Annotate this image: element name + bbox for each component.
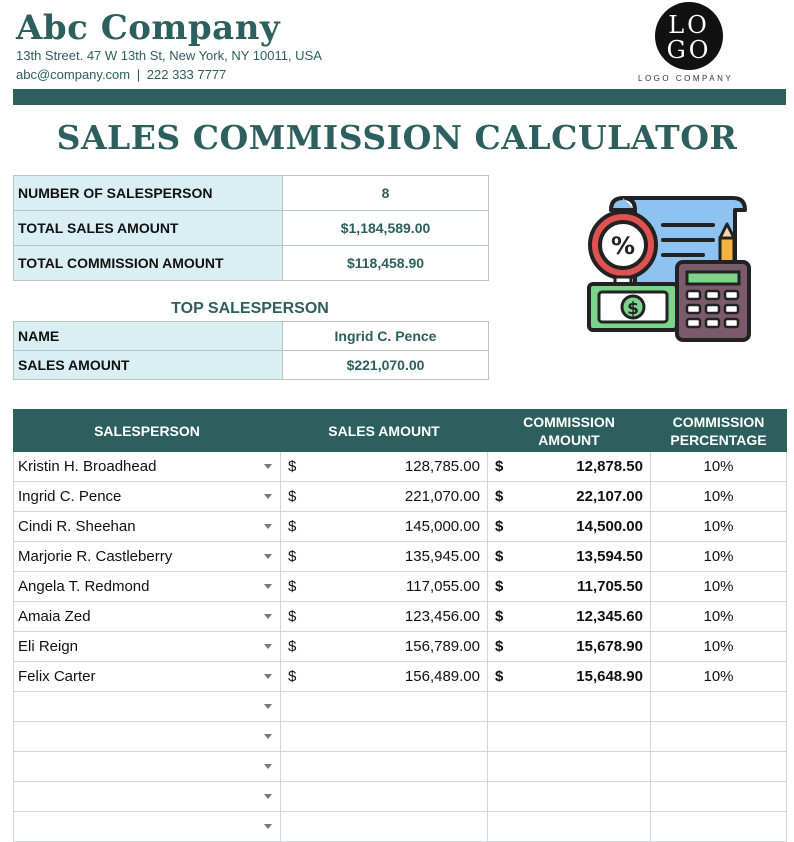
commission-percentage-cell[interactable] (651, 752, 787, 782)
salesperson-cell[interactable] (14, 632, 281, 662)
table-row (14, 452, 787, 482)
currency-symbol: $ (288, 578, 297, 595)
sales-amount-value: 156,489.00 (404, 668, 480, 685)
dropdown-arrow-icon[interactable] (264, 644, 272, 649)
currency-symbol: $ (495, 608, 504, 625)
percent-symbol: % (610, 232, 636, 260)
commission-amount-value: 15,678.90 (576, 638, 643, 655)
commission-amount-cell[interactable] (488, 452, 651, 482)
dropdown-arrow-icon[interactable] (264, 794, 272, 799)
currency-symbol: $ (288, 548, 297, 565)
currency-symbol: $ (495, 518, 504, 535)
sales-amount-cell[interactable] (281, 692, 488, 722)
salesperson-cell[interactable] (14, 542, 281, 572)
commission-amount-cell[interactable] (488, 632, 651, 662)
logo-text-line1: LO (668, 11, 710, 39)
salesperson-name: Cindi R. Sheehan (18, 518, 136, 535)
commission-amount-cell[interactable] (488, 542, 651, 572)
header-commission-amount-line2: AMOUNT (538, 431, 600, 448)
currency-symbol: $ (495, 578, 504, 595)
top-salesperson-table (13, 321, 489, 380)
commission-amount-value: 11,705.50 (577, 578, 643, 595)
table-header-row (14, 410, 787, 452)
sales-amount-cell[interactable] (281, 512, 488, 542)
company-email: abc@company.com (16, 67, 131, 82)
dropdown-arrow-icon[interactable] (264, 734, 272, 739)
logo-text-line2: GO (666, 36, 712, 64)
sales-amount-cell[interactable] (281, 572, 488, 602)
summary-label: TOTAL SALES AMOUNT (14, 211, 283, 246)
commission-percentage-cell[interactable]: 10% (651, 632, 787, 662)
sales-amount-cell[interactable] (281, 752, 488, 782)
sales-amount-value: 135,945.00 (404, 548, 480, 565)
commission-percentage-cell[interactable]: 10% (651, 452, 787, 482)
commission-amount-cell[interactable] (488, 782, 651, 812)
salesperson-name: Amaia Zed (18, 608, 91, 625)
dollar-symbol: $ (627, 299, 639, 319)
commission-percentage-cell[interactable]: 10% (651, 602, 787, 632)
sales-amount-cell[interactable] (281, 452, 488, 482)
salesperson-cell[interactable] (14, 512, 281, 542)
header-sales-amount: SALES AMOUNT (281, 410, 488, 452)
salesperson-name: Angela T. Redmond (18, 578, 150, 595)
sales-amount-cell[interactable] (281, 782, 488, 812)
currency-symbol: $ (288, 458, 297, 475)
dropdown-arrow-icon[interactable] (264, 524, 272, 529)
salesperson-name: Kristin H. Broadhead (18, 458, 157, 475)
dropdown-arrow-icon[interactable] (264, 584, 272, 589)
sales-amount-value: 221,070.00 (404, 488, 480, 505)
currency-symbol: $ (495, 548, 504, 565)
dropdown-arrow-icon[interactable] (264, 614, 272, 619)
sales-amount-cell[interactable] (281, 632, 488, 662)
salesperson-cell[interactable] (14, 572, 281, 602)
commission-amount-cell[interactable] (488, 482, 651, 512)
currency-symbol: $ (288, 608, 297, 625)
summary-label: NUMBER OF SALESPERSON (14, 176, 283, 211)
dropdown-arrow-icon[interactable] (264, 494, 272, 499)
top-row-name (14, 322, 489, 351)
commission-percentage-cell[interactable]: 10% (651, 662, 787, 692)
company-phone: 222 333 7777 (146, 67, 227, 82)
salesperson-name: Ingrid C. Pence (18, 488, 122, 505)
dropdown-arrow-icon[interactable] (264, 704, 272, 709)
salesperson-name: Felix Carter (18, 668, 96, 685)
header-divider-bar (13, 89, 786, 105)
dropdown-arrow-icon[interactable] (264, 554, 272, 559)
commission-percentage-cell[interactable] (651, 722, 787, 752)
company-logo (650, 2, 728, 70)
company-name: Abc Company (16, 8, 281, 48)
salesperson-cell[interactable] (14, 752, 281, 782)
currency-symbol: $ (495, 638, 504, 655)
sales-amount-cell[interactable] (281, 542, 488, 572)
commission-amount-cell[interactable] (488, 752, 651, 782)
dropdown-arrow-icon[interactable] (264, 824, 272, 829)
summary-row-commission (14, 246, 489, 281)
sales-amount-value: 156,789.00 (404, 638, 480, 655)
salesperson-name: Marjorie R. Castleberry (18, 548, 173, 565)
empty-table-row (14, 812, 787, 842)
empty-table-row (14, 782, 787, 812)
header-commission-amount (488, 410, 651, 452)
header-commission-pct-line1: COMMISSION (672, 413, 765, 430)
commission-amount-value: 15,648.90 (576, 668, 643, 685)
salesperson-cell[interactable] (14, 722, 281, 752)
summary-row-count (14, 176, 489, 211)
top-value[interactable]: $221,070.00 (283, 351, 489, 380)
sales-amount-value: 128,785.00 (404, 458, 480, 475)
sales-amount-cell[interactable] (281, 602, 488, 632)
page-title: SALES COMMISSION CALCULATOR (56, 118, 738, 157)
company-contact (16, 67, 226, 82)
commission-amount-cell[interactable] (488, 692, 651, 722)
header-commission-amount-line1: COMMISSION (523, 413, 615, 430)
commission-percentage-cell[interactable] (651, 692, 787, 722)
commission-percentage-cell[interactable]: 10% (651, 482, 787, 512)
summary-row-sales (14, 211, 489, 246)
commission-amount-cell[interactable] (488, 572, 651, 602)
sales-amount-value: 123,456.00 (404, 608, 480, 625)
header-salesperson: SALESPERSON (14, 410, 281, 452)
currency-symbol: $ (288, 518, 297, 535)
currency-symbol: $ (495, 458, 504, 475)
commission-amount-value: 12,878.50 (576, 458, 643, 475)
commission-amount-value: 12,345.60 (576, 608, 643, 625)
salesperson-cell[interactable] (14, 662, 281, 692)
sales-amount-value: 117,055.00 (406, 578, 480, 595)
table-body (14, 452, 787, 842)
table-row (14, 542, 787, 572)
commission-illustration (583, 190, 755, 345)
top-value[interactable]: Ingrid C. Pence (283, 322, 489, 351)
empty-table-row (14, 752, 787, 782)
salesperson-cell[interactable] (14, 782, 281, 812)
commission-amount-cell[interactable] (488, 662, 651, 692)
company-address: 13th Street. 47 W 13th St, New York, NY 10011, USA (16, 48, 322, 63)
summary-table (13, 175, 489, 281)
salesperson-cell[interactable] (14, 452, 281, 482)
sales-amount-cell[interactable] (281, 722, 488, 752)
commission-percentage-cell[interactable]: 10% (651, 572, 787, 602)
salesperson-cell[interactable] (14, 692, 281, 722)
table-row (14, 512, 787, 542)
summary-label: TOTAL COMMISSION AMOUNT (14, 246, 283, 281)
dropdown-arrow-icon[interactable] (264, 764, 272, 769)
commission-percentage-cell[interactable] (651, 812, 787, 842)
table-row (14, 602, 787, 632)
table-row (14, 572, 787, 602)
top-label: SALES AMOUNT (14, 351, 283, 380)
sales-amount-value: 145,000.00 (404, 518, 480, 535)
sales-amount-cell[interactable] (281, 812, 488, 842)
currency-symbol: $ (288, 488, 297, 505)
dropdown-arrow-icon[interactable] (264, 674, 272, 679)
commission-amount-value: 13,594.50 (576, 548, 643, 565)
salesperson-cell[interactable] (14, 482, 281, 512)
header-commission-percentage (651, 410, 787, 452)
header-commission-pct-line2: PERCENTAGE (670, 431, 767, 448)
commission-percentage-cell[interactable]: 10% (651, 512, 787, 542)
contact-separator: | (136, 67, 141, 82)
salesperson-name: Eli Reign (18, 638, 79, 655)
sales-amount-cell[interactable] (281, 662, 488, 692)
commission-amount-cell[interactable] (488, 812, 651, 842)
table-row (14, 632, 787, 662)
top-salesperson-heading: TOP SALESPERSON (171, 300, 329, 317)
commission-table (13, 409, 787, 842)
table-row (14, 482, 787, 512)
dropdown-arrow-icon[interactable] (264, 464, 272, 469)
commission-amount-cell[interactable] (488, 602, 651, 632)
currency-symbol: $ (288, 638, 297, 655)
top-row-amount (14, 351, 489, 380)
summary-value[interactable]: $118,458.90 (283, 246, 489, 281)
summary-value[interactable]: $1,184,589.00 (283, 211, 489, 246)
empty-table-row (14, 692, 787, 722)
commission-amount-value: 14,500.00 (576, 518, 643, 535)
logo-company-text: LOGO COMPANY (638, 74, 734, 83)
commission-percentage-cell[interactable] (651, 782, 787, 812)
currency-symbol: $ (495, 488, 504, 505)
currency-symbol: $ (288, 668, 297, 685)
commission-amount-cell[interactable] (488, 722, 651, 752)
salesperson-cell[interactable] (14, 812, 281, 842)
currency-symbol: $ (495, 668, 504, 685)
commission-amount-value: 22,107.00 (576, 488, 643, 505)
empty-table-row (14, 722, 787, 752)
table-row (14, 662, 787, 692)
salesperson-cell[interactable] (14, 602, 281, 632)
top-label: NAME (14, 322, 283, 351)
commission-amount-cell[interactable] (488, 512, 651, 542)
commission-percentage-cell[interactable]: 10% (651, 542, 787, 572)
sales-amount-cell[interactable] (281, 482, 488, 512)
summary-value[interactable]: 8 (283, 176, 489, 211)
